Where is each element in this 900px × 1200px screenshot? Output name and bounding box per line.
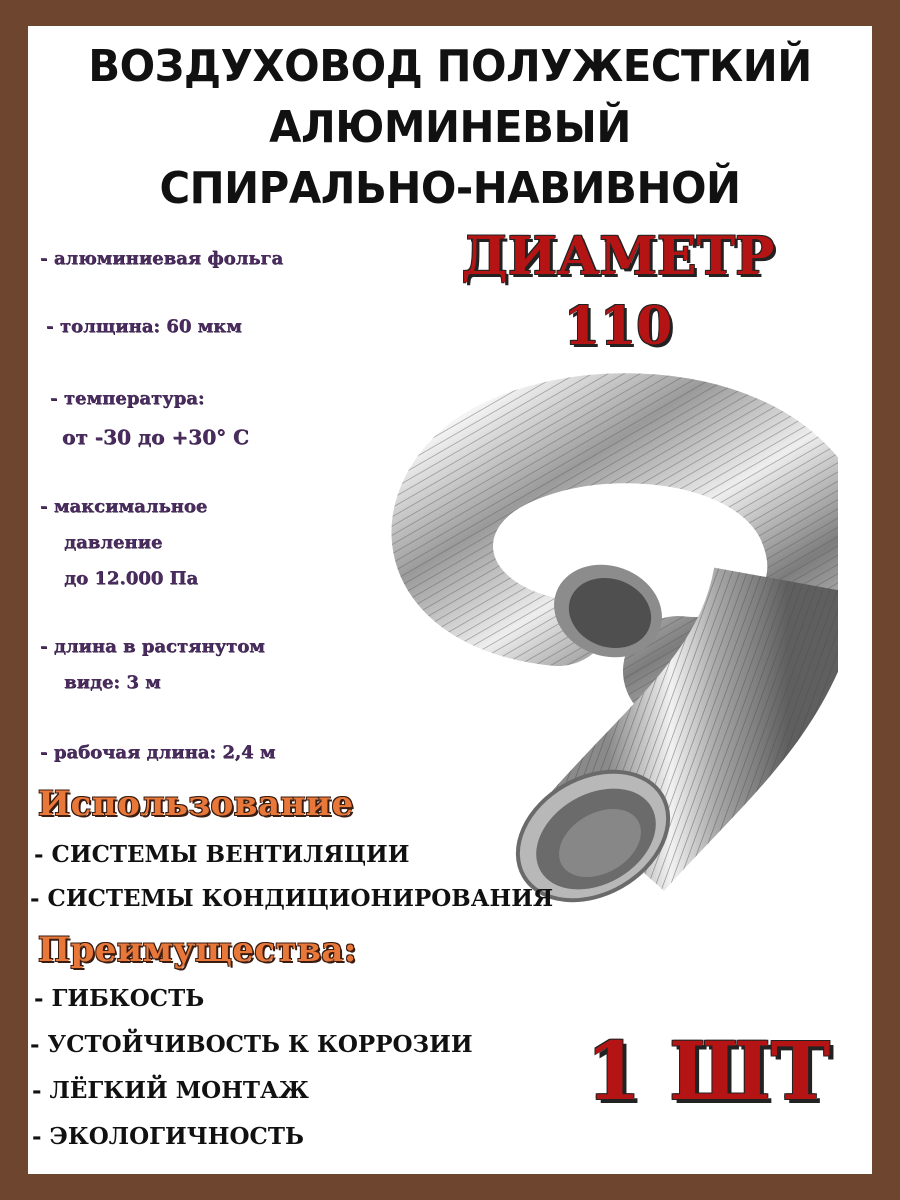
usage-item: - СИСТЕМЫ ВЕНТИЛЯЦИИ bbox=[34, 841, 410, 868]
product-card bbox=[28, 26, 872, 1174]
diameter-value: 110 bbox=[563, 296, 673, 357]
spec-pressure-3: до 12.000 Па bbox=[64, 568, 199, 589]
quantity-label: 1 ШТ bbox=[585, 1024, 831, 1118]
spec-pressure-1: - максимальное bbox=[40, 496, 208, 517]
product-title bbox=[49, 36, 851, 219]
spec-working-length: - рабочая длина: 2,4 м bbox=[40, 742, 276, 763]
spec-thickness: - толщина: 60 мкм bbox=[46, 316, 242, 337]
advantages-heading: Преимущества: bbox=[38, 930, 357, 970]
spec-temperature-label: - температура: bbox=[50, 388, 205, 409]
advantage-item: - ЛЁГКИЙ МОНТАЖ bbox=[32, 1077, 309, 1104]
usage-item: - СИСТЕМЫ КОНДИЦИОНИРОВАНИЯ bbox=[30, 885, 554, 912]
advantage-item: - ГИБКОСТЬ bbox=[34, 985, 205, 1012]
advantage-item: - ЭКОЛОГИЧНОСТЬ bbox=[32, 1123, 304, 1150]
diameter-block bbox=[428, 224, 808, 360]
aluminum-flexible-duct-image bbox=[388, 371, 838, 931]
usage-heading: Использование bbox=[38, 784, 354, 824]
title-line-2: АЛЮМИНЕВЫЙ bbox=[269, 102, 631, 153]
spec-temperature-value: от -30 до +30° С bbox=[62, 425, 249, 449]
spec-length-1: - длина в растянутом bbox=[40, 636, 265, 657]
title-line-1: ВОЗДУХОВОД ПОЛУЖЕСТКИЙ bbox=[88, 41, 812, 92]
title-line-3: СПИРАЛЬНО-НАВИВНОЙ bbox=[159, 163, 741, 214]
diameter-label: ДИАМЕТР bbox=[461, 226, 775, 287]
spec-material: - алюминиевая фольга bbox=[40, 248, 284, 269]
spec-pressure-2: давление bbox=[64, 532, 163, 553]
spec-length-2: виде: 3 м bbox=[64, 672, 161, 693]
advantage-item: - УСТОЙЧИВОСТЬ К КОРРОЗИИ bbox=[30, 1031, 473, 1058]
